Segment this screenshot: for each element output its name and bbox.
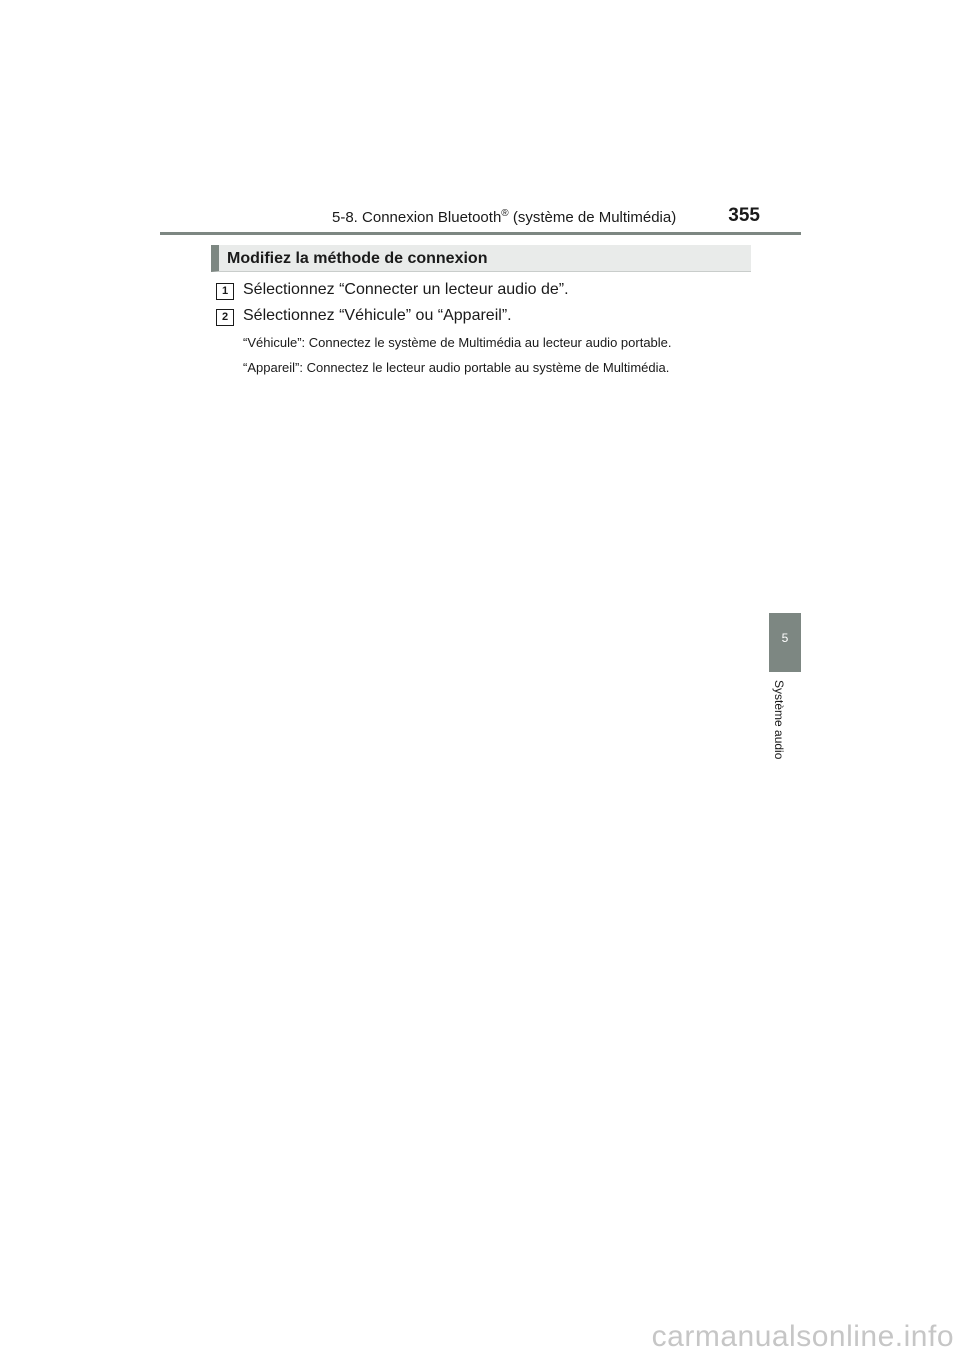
chapter-tab bbox=[769, 613, 801, 672]
chapter-title bbox=[332, 209, 676, 226]
page-header bbox=[332, 205, 760, 231]
step-number-badge: 1 bbox=[216, 283, 234, 300]
chapter-tab-number: 5 bbox=[781, 631, 789, 645]
note-appareil: “Appareil”: Connectez le lecteur audio portable au système de Multimédia. bbox=[243, 360, 670, 375]
chapter-title-prefix: 5-8. Connexion Bluetooth bbox=[332, 209, 502, 226]
step-text: Sélectionnez “Connecter un lecteur audio de”. bbox=[243, 281, 569, 298]
chapter-tab-label: Système audio bbox=[772, 680, 786, 760]
page-number: 355 bbox=[728, 205, 760, 226]
section-heading-text: Modifiez la méthode de connexion bbox=[227, 250, 488, 267]
section-heading bbox=[211, 245, 751, 272]
registered-mark: ® bbox=[501, 208, 509, 219]
step-number-badge: 2 bbox=[216, 309, 234, 326]
note-vehicule: “Véhicule”: Connectez le système de Multimédia au lecteur audio portable. bbox=[243, 335, 672, 350]
step-text: Sélectionnez “Véhicule” ou “Appareil”. bbox=[243, 307, 512, 324]
header-divider bbox=[160, 232, 801, 235]
watermark: carmanualsonline.info bbox=[651, 1320, 954, 1353]
chapter-title-suffix: (système de Multimédia) bbox=[508, 209, 677, 226]
